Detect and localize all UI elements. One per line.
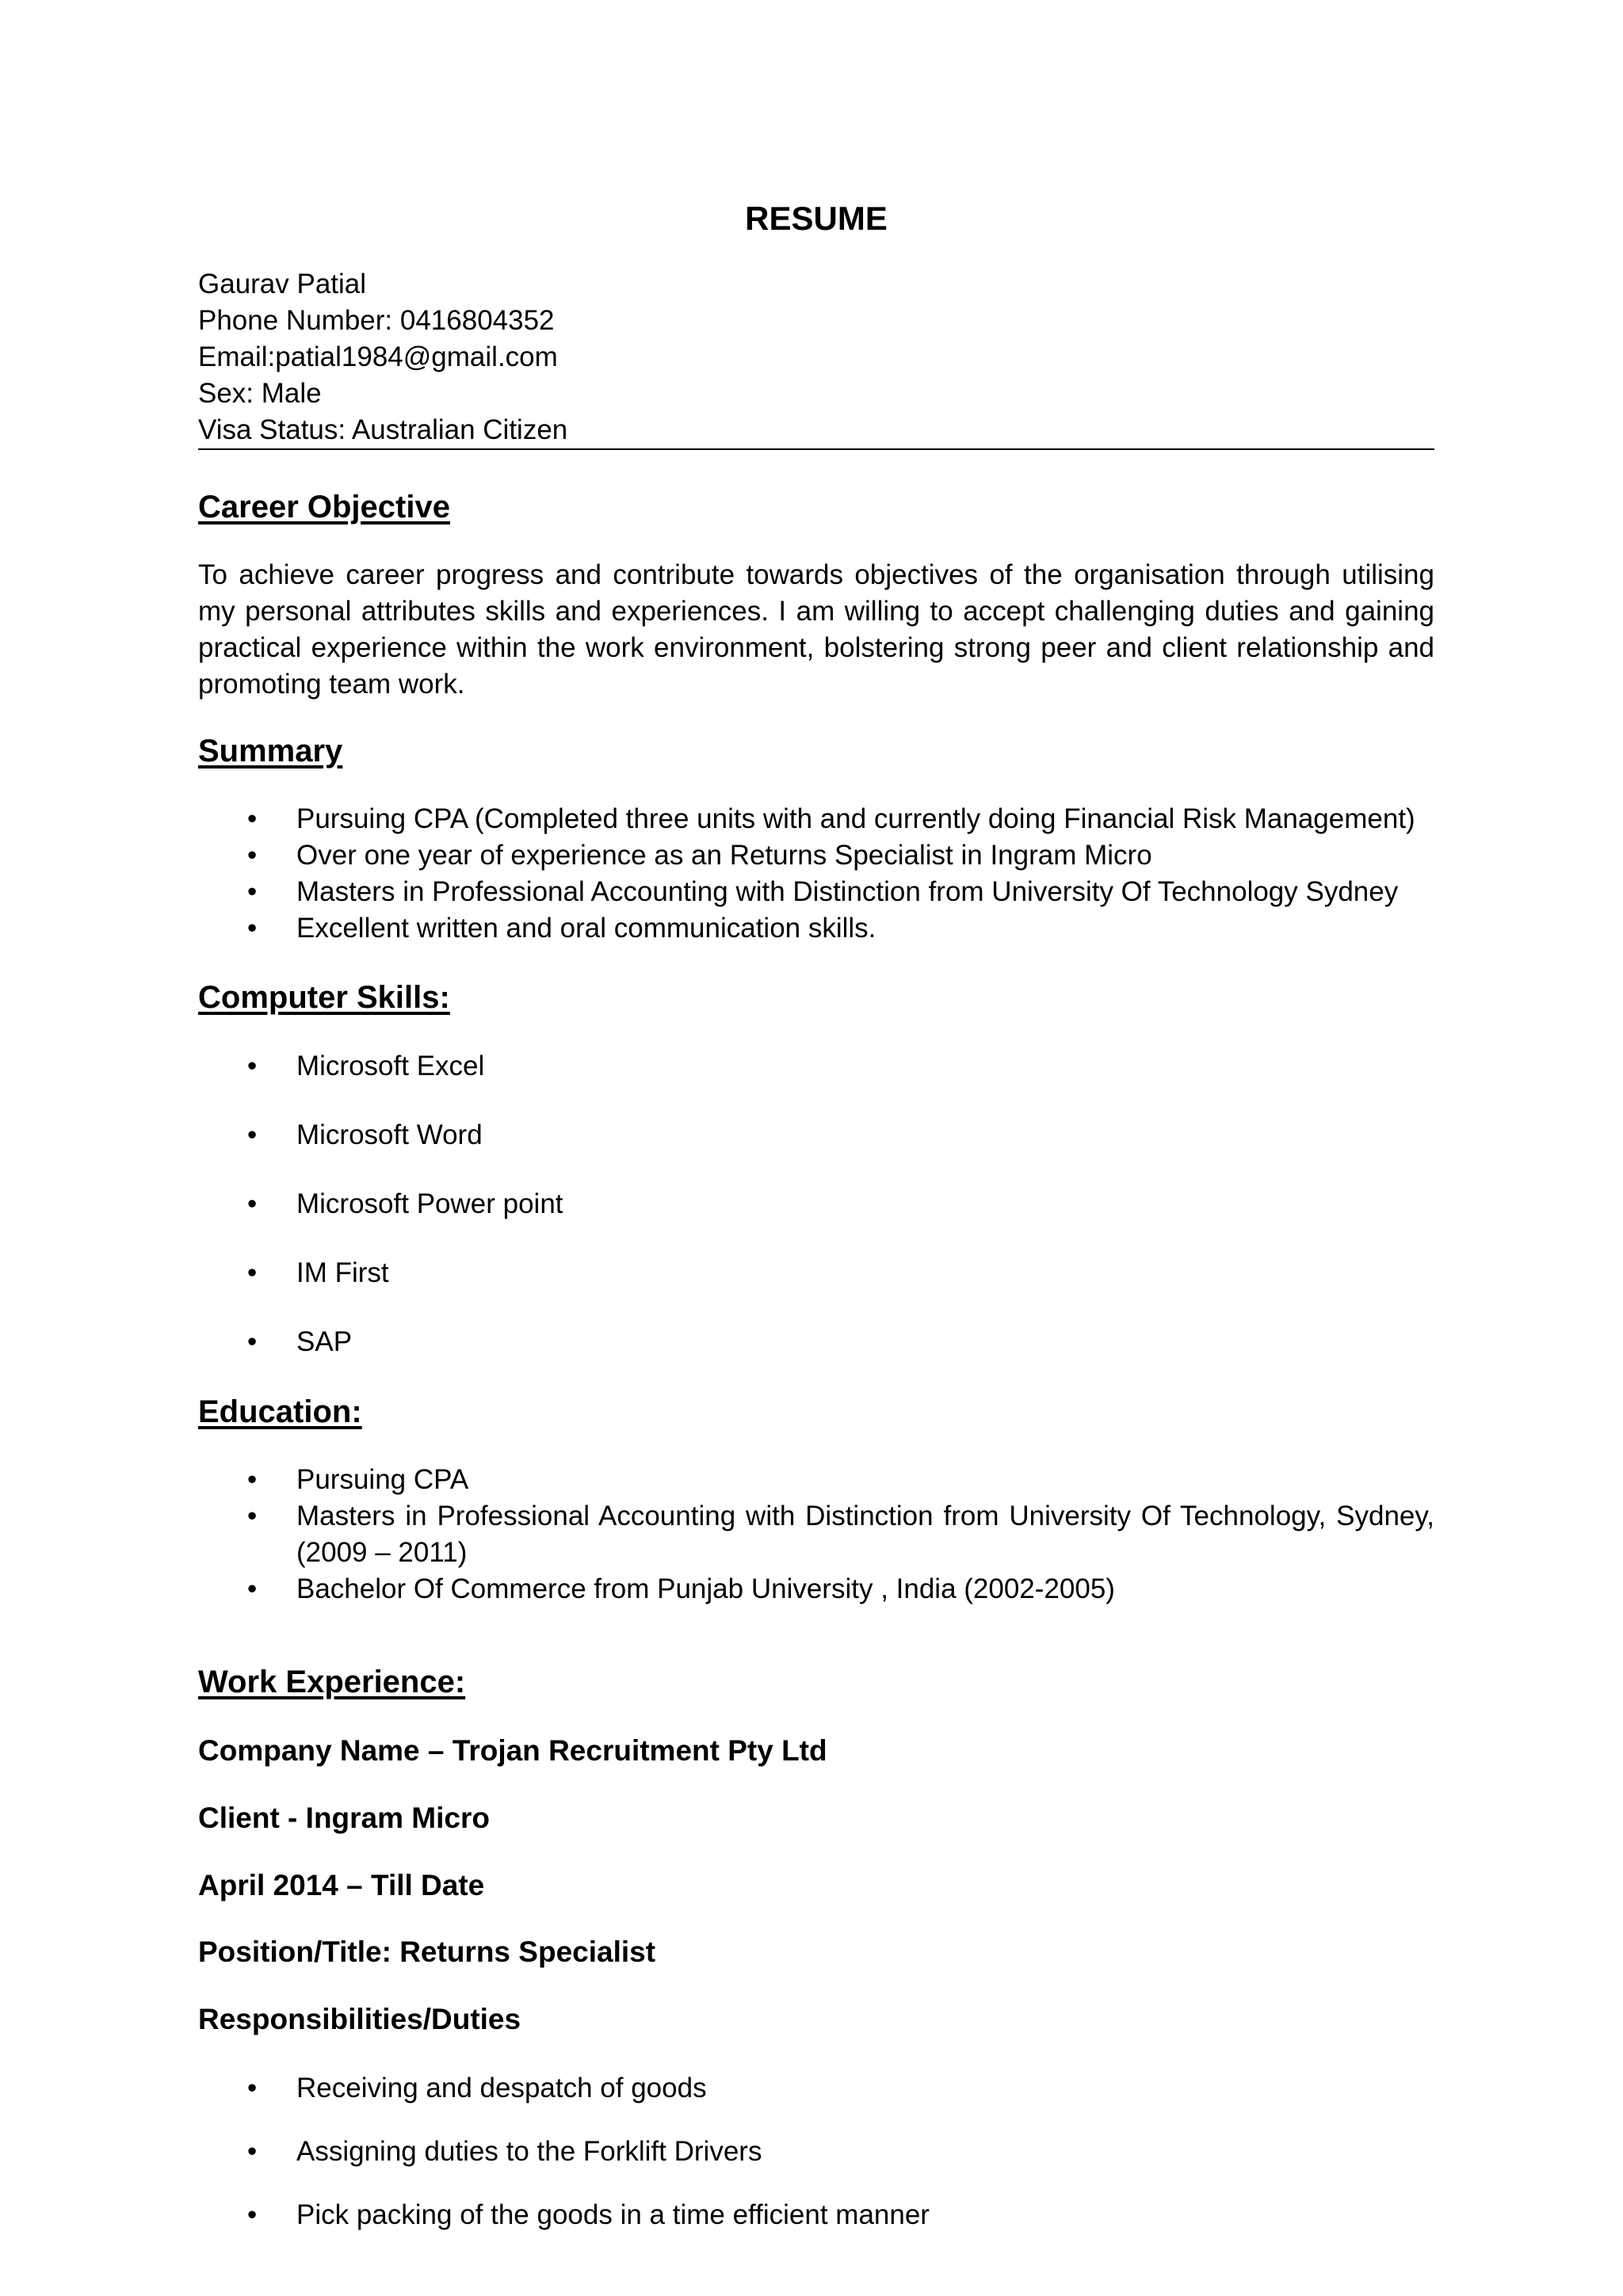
summary-item: • Excellent written and oral communication skills. — [198, 910, 1434, 947]
duty-item: • Receiving and despatch of goods — [198, 2070, 1434, 2107]
duty-item: • Pick packing of the goods in a time efficient manner — [198, 2197, 1434, 2233]
skill-item: • IM First — [198, 1255, 1434, 1291]
education-item: • Bachelor Of Commerce from Punjab University , India (2002-2005) — [198, 1571, 1434, 1608]
summary-item: • Masters in Professional Accounting with Distinction from University Of Technology Sydney — [198, 874, 1434, 910]
summary-list — [198, 801, 1434, 947]
education-item: • Pursuing CPA — [198, 1462, 1434, 1498]
computer-skills-heading: Computer Skills: — [198, 980, 450, 1015]
contact-name: Gaurav Patial — [198, 269, 367, 299]
contact-visa: Visa Status: Australian Citizen — [198, 414, 568, 445]
career-objective-text: To achieve career progress and contribute towards objectives of the organisation through utilising my personal attributes skills and experiences. I am willing to accept challenging duties and gaining practical experience within the work environment, bolstering strong peer and client relationship and promoting team work. — [198, 559, 1434, 700]
work-experience-heading: Work Experience: — [198, 1665, 466, 1699]
document-title: RESUME — [745, 200, 888, 237]
summary-heading: Summary — [198, 734, 343, 769]
duties-heading: Responsibilities/Duties — [198, 2003, 521, 2035]
education-heading: Education: — [198, 1394, 362, 1429]
duties-list — [198, 2070, 1434, 2260]
contact-phone: Phone Number: 0416804352 — [198, 305, 555, 336]
duty-item: • Assigning duties to the Forklift Drivers — [198, 2134, 1434, 2170]
summary-item: • Over one year of experience as an Returns Specialist in Ingram Micro — [198, 837, 1434, 874]
skill-item: • Microsoft Word — [198, 1117, 1434, 1154]
skill-item: • Microsoft Power point — [198, 1186, 1434, 1222]
contact-email: Email:patial1984@gmail.com — [198, 341, 558, 372]
header-divider — [198, 448, 1434, 450]
education-item: • Masters in Professional Accounting with Distinction from University Of Technology, Sydney, (2009 – 2011) — [198, 1498, 1434, 1571]
skill-item: • Microsoft Excel — [198, 1048, 1434, 1085]
summary-item: • Pursuing CPA (Completed three units with and currently doing Financial Risk Management) — [198, 801, 1434, 837]
position-title: Position/Title: Returns Specialist — [198, 1936, 656, 1968]
company-name: Company Name – Trojan Recruitment Pty Ltd — [198, 1734, 827, 1767]
employment-dates: April 2014 – Till Date — [198, 1869, 485, 1901]
contact-block — [198, 266, 1434, 448]
client-name: Client - Ingram Micro — [198, 1802, 490, 1834]
computer-skills-list — [198, 1048, 1434, 1393]
education-list — [198, 1462, 1434, 1608]
contact-sex: Sex: Male — [198, 378, 322, 409]
career-objective-heading: Career Objective — [198, 490, 450, 524]
skill-item: • SAP — [198, 1324, 1434, 1360]
